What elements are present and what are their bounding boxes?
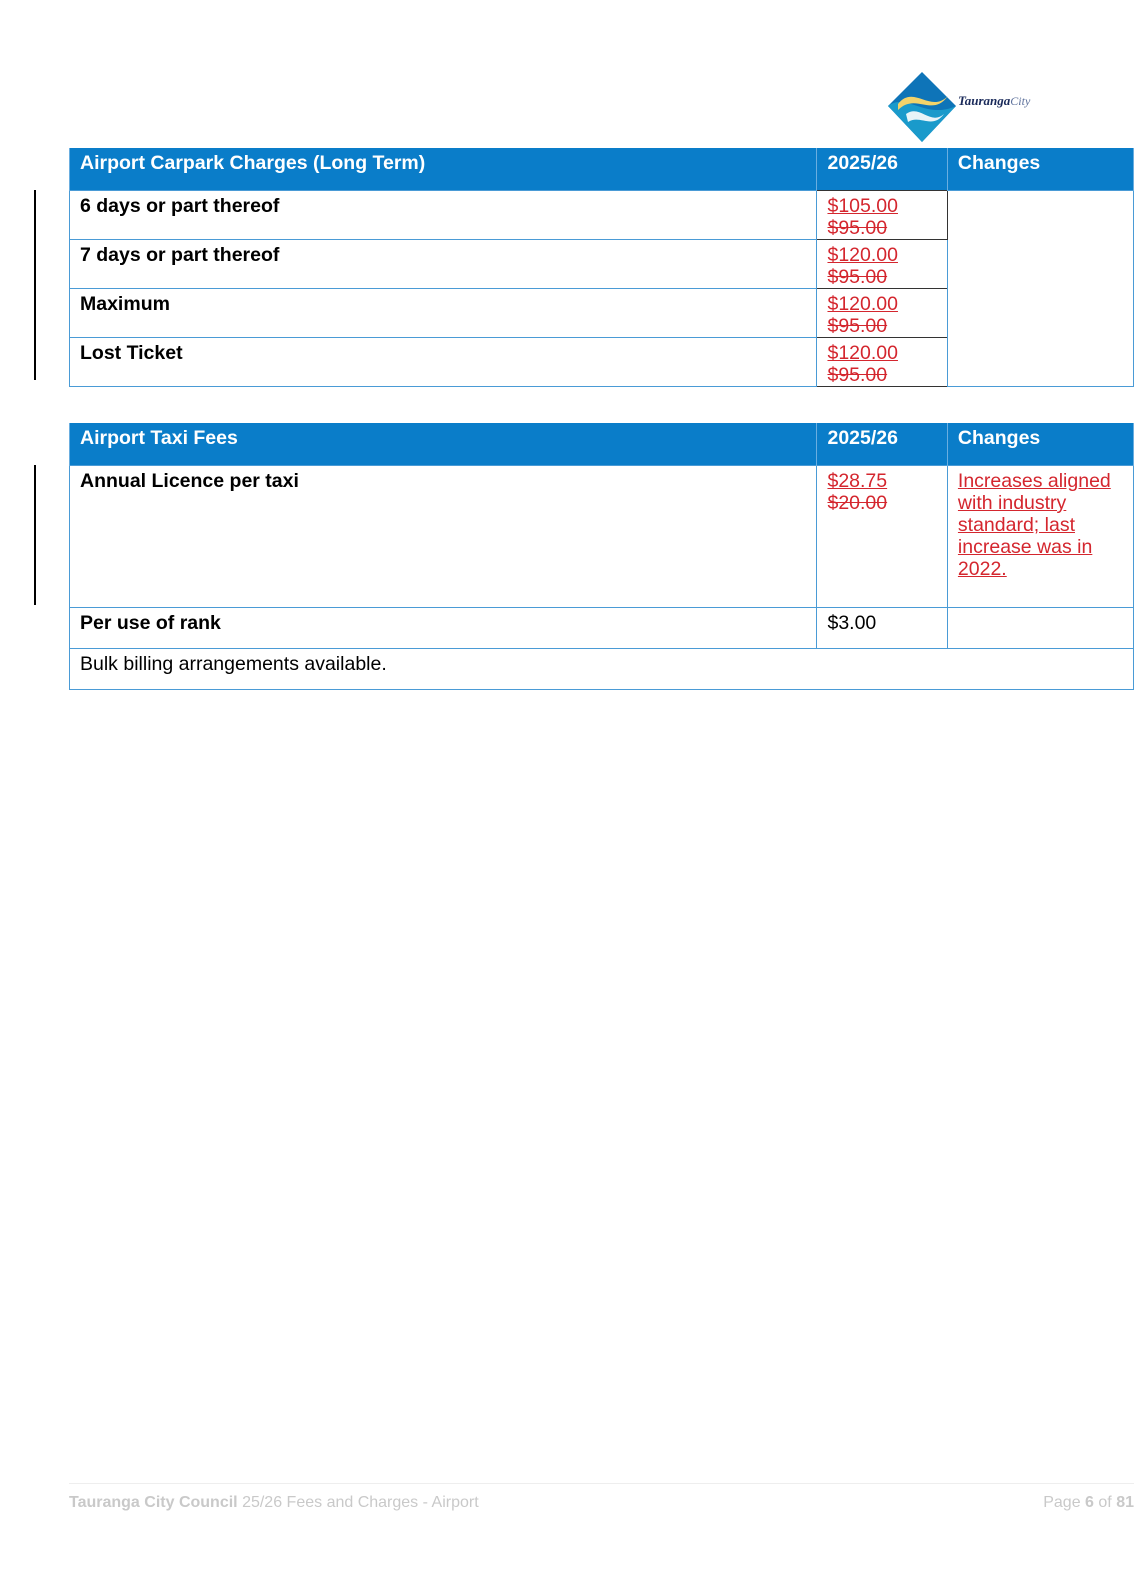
table-row bbox=[70, 191, 1134, 240]
logo-diamond-icon bbox=[886, 70, 958, 146]
carpark-changes-header: Changes bbox=[947, 148, 1133, 191]
bulk-billing-note: Bulk billing arrangements available. bbox=[70, 649, 1134, 690]
taxi-year-header: 2025/26 bbox=[817, 423, 947, 466]
fee-value bbox=[817, 289, 947, 338]
new-price: $120.00 bbox=[827, 244, 898, 266]
carpark-charges-table bbox=[69, 148, 1134, 387]
taxi-fees-table bbox=[69, 423, 1134, 690]
changes-cell bbox=[947, 191, 1133, 387]
fee-label: 7 days or part thereof bbox=[70, 240, 817, 289]
fee-label: Maximum bbox=[70, 289, 817, 338]
change-bar bbox=[34, 465, 36, 605]
old-price: $95.00 bbox=[827, 266, 888, 288]
change-note: Increases aligned with industry standard; last increase was in 2022. bbox=[957, 470, 1111, 580]
logo-suffix: City bbox=[1010, 94, 1031, 108]
new-price: $105.00 bbox=[827, 195, 898, 217]
footer-org: Tauranga City Council bbox=[69, 1494, 238, 1511]
fee-label: Annual Licence per taxi bbox=[70, 466, 817, 608]
carpark-title: Airport Carpark Charges (Long Term) bbox=[70, 148, 817, 191]
change-bar bbox=[34, 190, 36, 380]
fee-value: $3.00 bbox=[817, 608, 947, 649]
fee-value bbox=[817, 191, 947, 240]
table-row bbox=[70, 608, 1134, 649]
fee-label: Lost Ticket bbox=[70, 338, 817, 387]
old-price: $20.00 bbox=[827, 492, 888, 514]
carpark-year-header: 2025/26 bbox=[817, 148, 947, 191]
table-row bbox=[70, 466, 1134, 608]
page-footer bbox=[69, 1483, 1134, 1514]
logo-name: Tauranga bbox=[958, 93, 1011, 108]
fee-label: Per use of rank bbox=[70, 608, 817, 649]
tauranga-city-logo bbox=[886, 70, 1056, 146]
taxi-title: Airport Taxi Fees bbox=[70, 423, 817, 466]
old-price: $95.00 bbox=[827, 364, 888, 386]
changes-cell bbox=[947, 466, 1133, 608]
fee-value bbox=[817, 338, 947, 387]
new-price: $120.00 bbox=[827, 293, 898, 315]
fee-value bbox=[817, 466, 947, 608]
footer-doc: 25/26 Fees and Charges - Airport bbox=[242, 1494, 479, 1511]
changes-cell bbox=[947, 608, 1133, 649]
old-price: $95.00 bbox=[827, 217, 888, 239]
table-row bbox=[70, 649, 1134, 690]
new-price: $28.75 bbox=[827, 470, 888, 492]
fee-value bbox=[817, 240, 947, 289]
page-number: Page 6 of 81 bbox=[1043, 1494, 1134, 1511]
old-price: $95.00 bbox=[827, 315, 888, 337]
new-price: $120.00 bbox=[827, 342, 898, 364]
fee-label: 6 days or part thereof bbox=[70, 191, 817, 240]
taxi-changes-header: Changes bbox=[947, 423, 1133, 466]
